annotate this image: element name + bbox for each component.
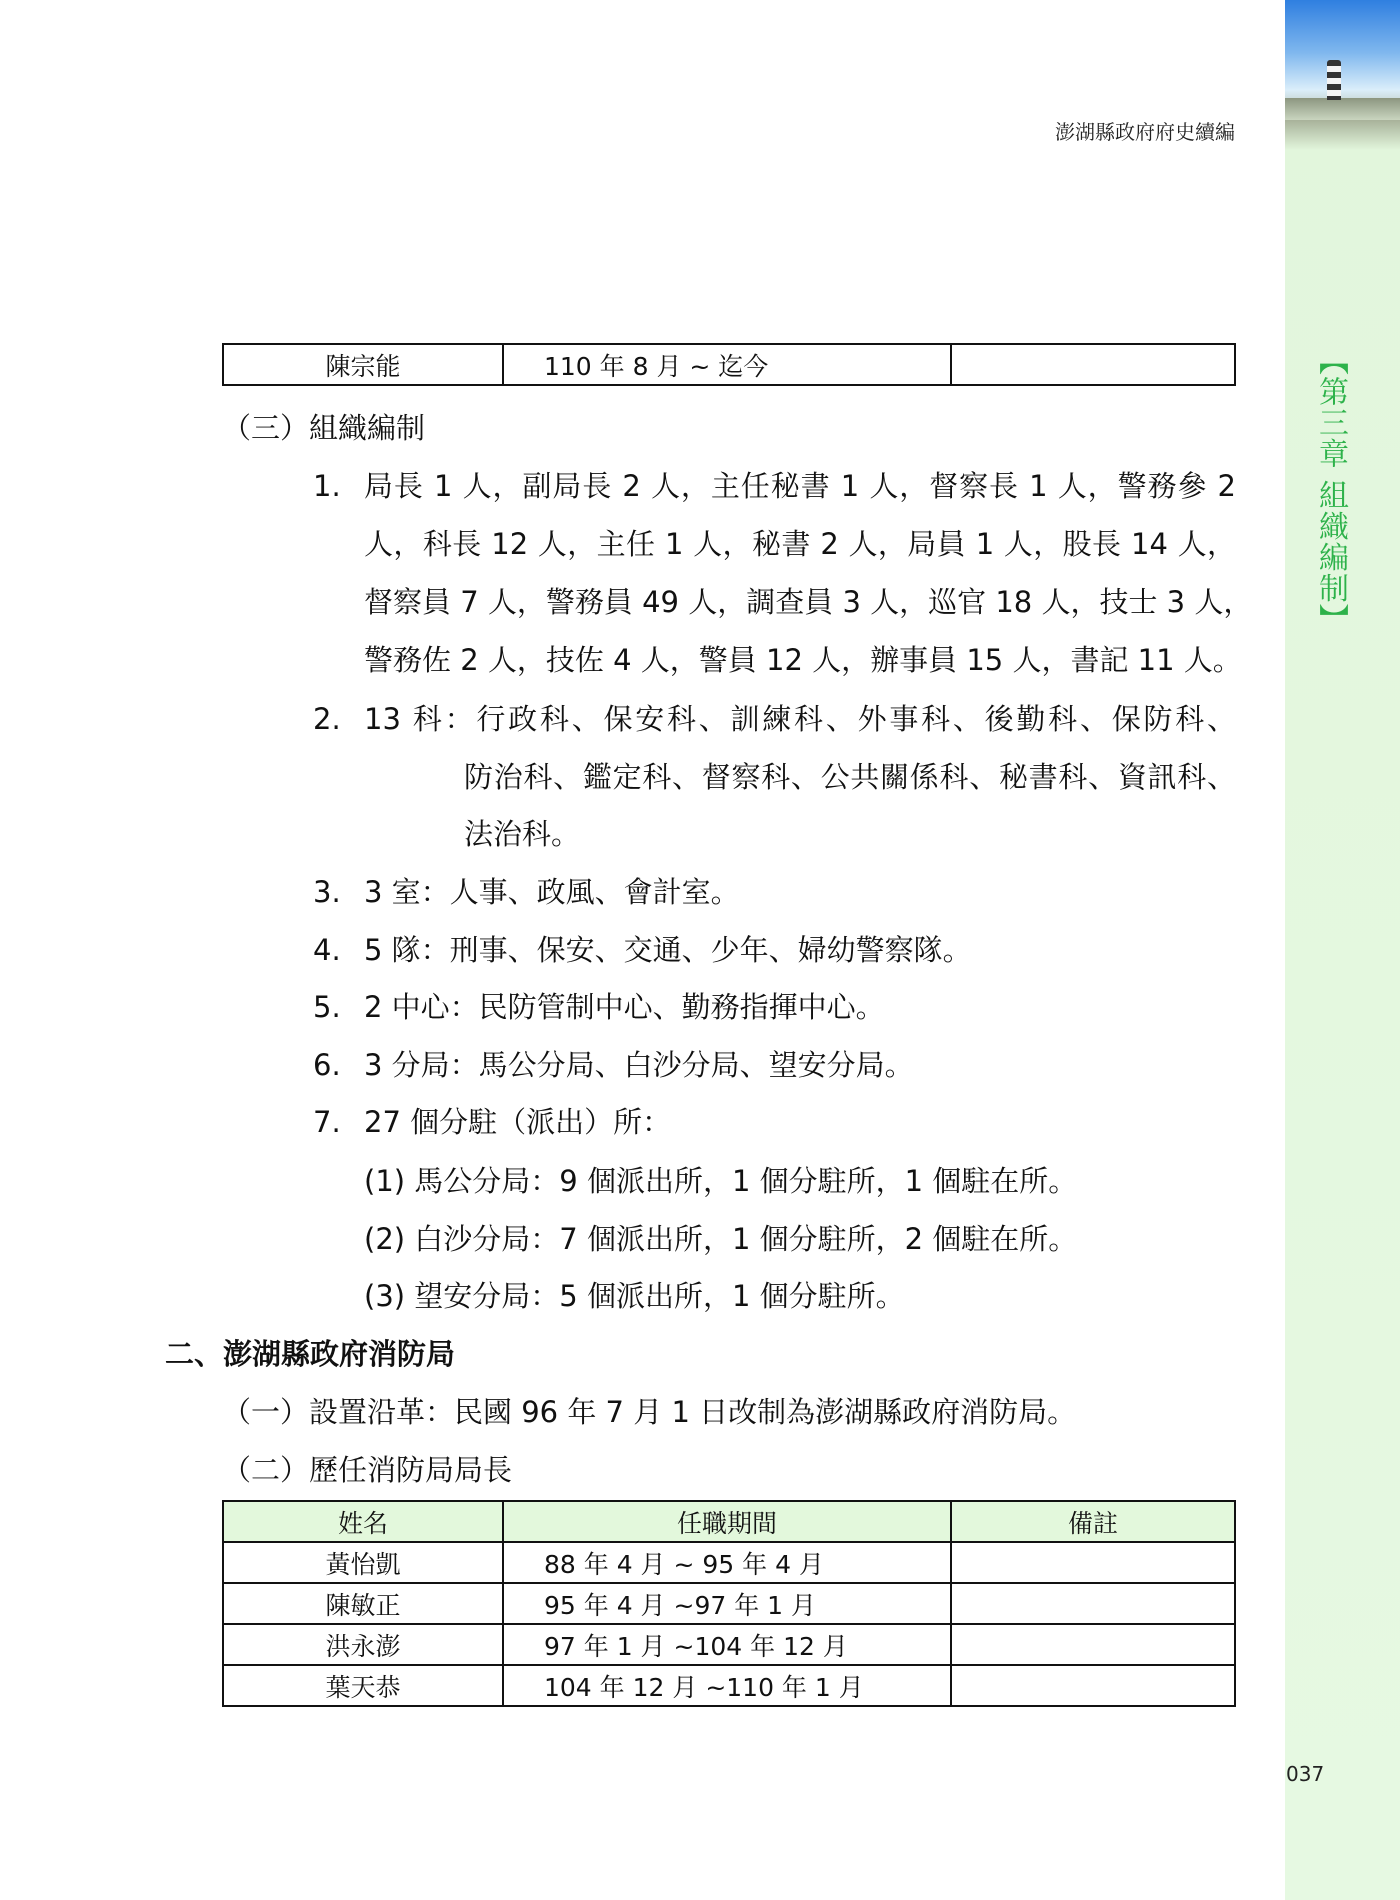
item-number: 2. xyxy=(313,702,341,736)
period-cell: 97 年 1 月 ~104 年 12 月 xyxy=(503,1624,951,1665)
name-cell: 黃怡凱 xyxy=(223,1542,503,1583)
police-chief-table-tail xyxy=(222,343,1236,386)
note-cell xyxy=(951,344,1235,385)
table-row xyxy=(223,1583,1235,1624)
item-number: 3. xyxy=(313,875,341,909)
name-cell: 洪永澎 xyxy=(223,1624,503,1665)
table-header-row xyxy=(223,1501,1235,1542)
ground-shape xyxy=(1285,98,1400,120)
lighthouse-icon xyxy=(1327,60,1341,100)
period-cell: 104 年 12 月 ~110 年 1 月 xyxy=(503,1665,951,1706)
column-header: 任職期間 xyxy=(503,1501,951,1542)
page-number: 037 xyxy=(1286,1762,1325,1786)
lighthouse-photo xyxy=(1285,0,1400,150)
period-cell: 95 年 4 月 ~97 年 1 月 xyxy=(503,1583,951,1624)
name-cell: 陳敏正 xyxy=(223,1583,503,1624)
running-header: 澎湖縣政府府史續編 xyxy=(1055,120,1235,144)
item-text: 局長 1 人，副局長 2 人，主任秘書 1 人，督察長 1 人，警務參 2 xyxy=(364,469,1236,503)
item-text: 2 中心：民防管制中心、勤務指揮中心。 xyxy=(364,990,885,1024)
section-heading: （三）組織編制 xyxy=(222,411,426,445)
name-cell: 陳宗能 xyxy=(223,344,503,385)
table-row xyxy=(223,1665,1235,1706)
note-cell xyxy=(951,1542,1235,1583)
sub-item: (3) 望安分局：5 個派出所，1 個分駐所。 xyxy=(364,1279,905,1313)
item-text: 3 室：人事、政風、會計室。 xyxy=(364,875,740,909)
item-number: 5. xyxy=(313,990,341,1024)
item-text: 3 分局：馬公分局、白沙分局、望安分局。 xyxy=(364,1048,914,1082)
table-row xyxy=(223,1542,1235,1583)
column-header: 姓名 xyxy=(223,1501,503,1542)
item-number: 1. xyxy=(313,469,341,503)
column-header: 備註 xyxy=(951,1501,1235,1542)
item-text: 防治科、鑑定科、督察科、公共關係科、秘書科、資訊科、 xyxy=(464,760,1236,794)
sub-item: (2) 白沙分局：7 個派出所，1 個分駐所，2 個駐在所。 xyxy=(364,1222,1078,1256)
item-text: 27 個分駐（派出）所： xyxy=(364,1105,672,1139)
item-text: 人，科長 12 人，主任 1 人，秘書 2 人，局員 1 人，股長 14 人， xyxy=(364,527,1236,561)
note-cell xyxy=(951,1624,1235,1665)
history-text: （一）設置沿革：民國 96 年 7 月 1 日改制為澎湖縣政府消防局。 xyxy=(222,1395,1077,1429)
item-text: 13 科：行政科、保安科、訓練科、外事科、後勤科、保防科、 xyxy=(364,702,1236,736)
item-text: 警務佐 2 人，技佐 4 人，警員 12 人，辦事員 15 人，書記 11 人。 xyxy=(364,643,1242,677)
item-number: 6. xyxy=(313,1048,341,1082)
period-cell: 88 年 4 月 ~ 95 年 4 月 xyxy=(503,1542,951,1583)
item-text: 5 隊：刑事、保安、交通、少年、婦幼警察隊。 xyxy=(364,933,972,967)
note-cell xyxy=(951,1665,1235,1706)
fire-chief-table xyxy=(222,1500,1236,1707)
sub-item: (1) 馬公分局：9 個派出所，1 個分駐所，1 個駐在所。 xyxy=(364,1164,1078,1198)
item-text: 督察員 7 人，警務員 49 人，調查員 3 人，巡官 18 人，技士 3 人， xyxy=(364,585,1253,619)
chapter-sidebar xyxy=(1285,0,1400,1900)
note-cell xyxy=(951,1583,1235,1624)
chapter-label: 【第三章 組織編制】 xyxy=(1313,345,1348,635)
period-cell: 110 年 8 月 ~ 迄今 xyxy=(503,344,951,385)
item-text: 法治科。 xyxy=(464,817,581,851)
table-row xyxy=(223,1624,1235,1665)
section-heading-fire-dept: 二、澎湖縣政府消防局 xyxy=(165,1337,456,1371)
table-row xyxy=(223,344,1235,385)
item-number: 7. xyxy=(313,1105,341,1139)
name-cell: 葉天恭 xyxy=(223,1665,503,1706)
chiefs-heading: （二）歷任消防局局長 xyxy=(222,1453,513,1487)
item-number: 4. xyxy=(313,933,341,967)
